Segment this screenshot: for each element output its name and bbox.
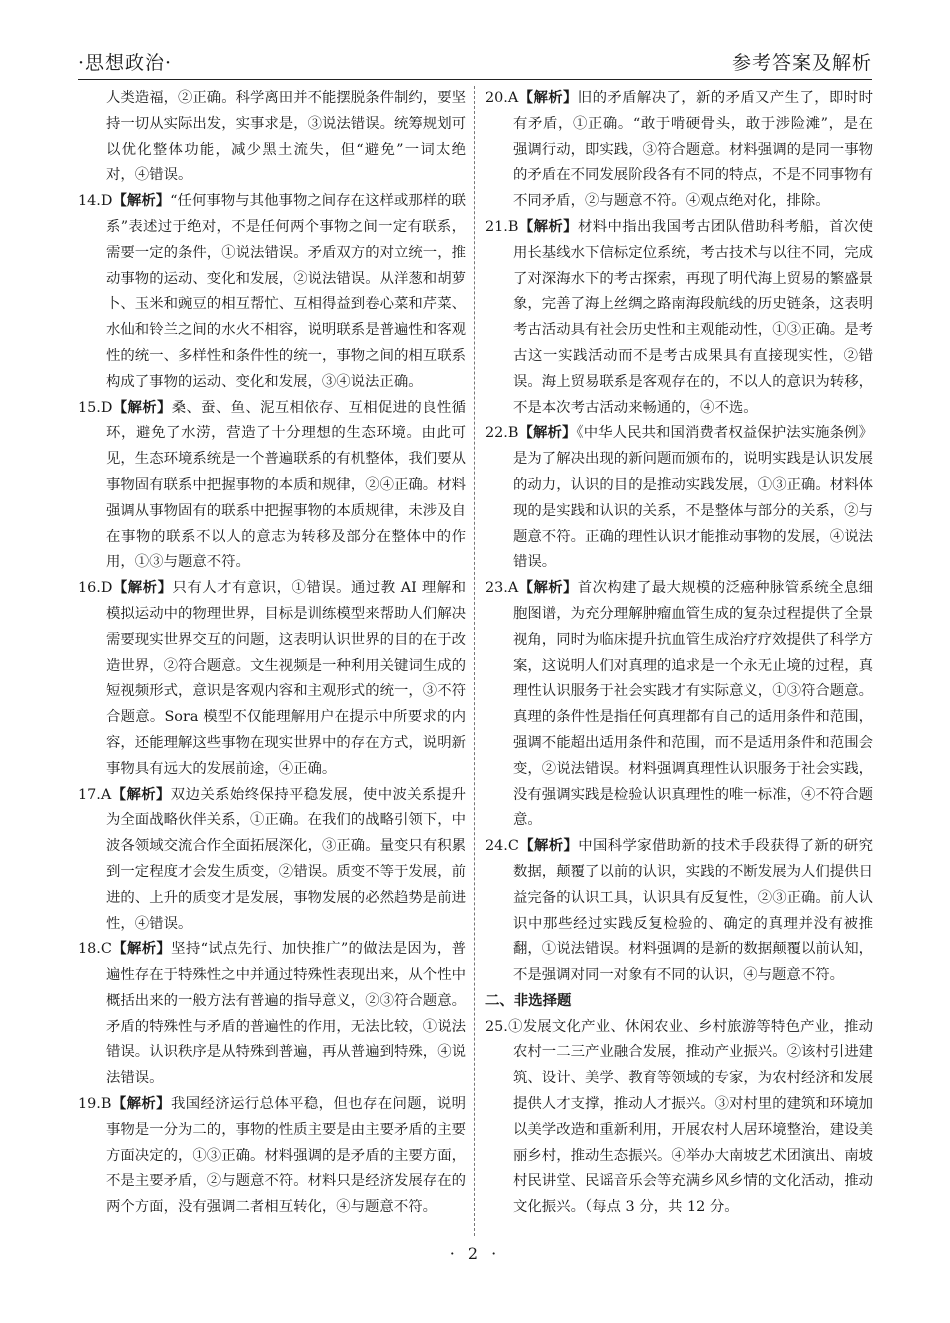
analysis-tag: 【解析】	[518, 218, 578, 235]
left-column	[78, 86, 466, 1221]
right-column	[485, 86, 873, 1221]
answer-text: 旧的矛盾解决了，新的矛盾又产生了，即时时有矛盾，①正确。“敢于啃硬骨头，敢于涉险滩”，是在强调行动，即实践，③符合题意。材料强调的是同一事物的矛盾在不同发展阶段各有不同的特点，不是不同事物有不同矛盾，②与题意不符。④观点绝对化，排除。	[513, 90, 873, 210]
answer-item	[78, 576, 466, 782]
answer-number: 16.D	[78, 580, 113, 597]
section-title: 参考答案及解析	[731, 52, 872, 74]
answer-number: 14.D	[78, 193, 113, 210]
section-heading: 二、非选择题	[485, 992, 572, 1009]
answer-text: 《中华人民共和国消费者权益保护法实施条例》是为了解决出现的新问题而颁布的，说明实践是认识发展的动力，认识的目的是推动实践发展，①③正确。材料体现的是实践和认识的关系，不是整体与部分的关系，②与题意不符。正确的理性认识才能推动事物的发展，④说法错误。	[513, 425, 873, 571]
page-header	[78, 46, 872, 80]
page-number: · 2 ·	[449, 1244, 501, 1263]
answer-item	[78, 783, 466, 938]
analysis-tag: 【解析】	[518, 90, 578, 106]
answer-text: 材料中指出我国考古团队借助科考船，首次使用长基线水下信标定位系统，考古技术与以往不同，完成了对深海水下的考古探索，再现了明代海上贸易的繁盛景象，完善了海上丝绸之路南海段航线的历史链条，这表明考古活动具有社会历史性和主观能动性，①③正确。是考古这一实践活动而不是考古成果具有直接现实性，②错误。海上贸易联系是客观存在的，不以人的意识为转移，不是本次考古活动来畅通的，④不选。	[513, 218, 873, 416]
analysis-tag: 【解析】	[518, 425, 577, 442]
answer-text: 首次构建了最大规模的泛癌种脉管系统全息细胞图谱，为充分理解肿瘤血管生成的复杂过程提供了全景视角，同时为临床提升抗血管生成治疗疗效提供了科学方案，这说明人们对真理的追求是一个永无止境的过程，真理性认识服务于社会实践才有实际意义，①③符合题意。真理的条件性是指任何真理都有自己的适用条件和范围，强调不能超出适用条件和范围，而不是适用条件和范围会变，②说法错误。材料强调真理性认识服务于社会实践，没有强调实践是检验认识真理性的唯一标准，④不符合题意。	[513, 580, 873, 829]
answer-number: 20.A	[485, 90, 519, 106]
answer-text: ①发展文化产业、休闲农业、乡村旅游等特色产业，推动农村一二三产业融合发展，推动产业振兴。②该村引进建筑、设计、美学、教育等领域的专家，为农村经济和发展提供人才支撑，推动人才振兴。③对村里的建筑和环境加以美学改造和重新利用，开展农村人居环境整治，建设美丽乡村，推动生态振兴。④举办大南坡艺术团演出、南坡村民讲堂、民谣音乐会等充满乡风乡情的文化活动，推动文化振兴。（每点 3 分，共 12 分。	[507, 1018, 873, 1216]
answer-number: 21.B	[485, 218, 519, 235]
subject-title: ·思想政治·	[78, 52, 173, 74]
answer-item	[485, 576, 873, 834]
answer-continuation	[78, 86, 466, 189]
analysis-tag: 【解析】	[111, 1096, 171, 1113]
answer-number: 17.A	[78, 786, 112, 803]
answer-text: 坚持“试点先行、加快推广”的做法是因为，普遍性存在于特殊性之中并通过特殊性表现出来，从个性中概括出来的一般方法有普遍的指导意义，②③符合题意。矛盾的特殊性与矛盾的普遍性的作用，无法比较，①说法错误。认识秩序是从特殊到普遍，再从普遍到特殊，④说法错误。	[106, 941, 466, 1087]
answer-text: 只有人才有意识，①错误。通过教 AI 理解和模拟运动中的物理世界，目标是训练模型来帮助人们解决需要现实世界交互的问题，这表明认识世界的目的在于改造世界，②符合题意。文生视频是一种利用关键词生成的短视频形式，意识是客观内容和主观形式的统一，③不符合题意。Sora 模型不仅能理解用户在提示中所要求的内容，还能理解这些事物在现实世界中的存在方式，说明新事物具有远大的发展前途，④正确。	[106, 580, 466, 777]
answer-number: 24.C	[485, 838, 519, 855]
answer-number: 23.A	[485, 580, 519, 597]
column-divider	[474, 86, 475, 1236]
answer-number: 18.C	[78, 941, 112, 958]
answer-text: “任何事物与其他事物之间存在这样或那样的联系”表述过于绝对，不是任何两个事物之间一定有联系，需要一定的条件，①说法错误。矛盾双方的对立统一，推动事物的运动、变化和发展，②说法错误。从洋葱和胡萝卜、玉米和豌豆的相互帮忙、互相得益到卷心菜和芹菜、水仙和铃兰之间的水火不相容，说明联系是普遍性和客观性的统一、多样性和条件性的统一，事物之间的相互联系构成了事物的运动、变化和发展，③④说法正确。	[106, 193, 466, 390]
analysis-tag: 【解析】	[112, 193, 171, 210]
answer-text: 我国经济运行总体平稳，但也存在问题，说明事物是一分为二的，事物的性质主要是由主要矛盾的主要方面决定的，①③正确。材料强调的是矛盾的主要方面，不是主要矛盾，②与题意不符。材料只是经济发展存在的两个方面，没有强调二者相互转化，④与题意不符。	[106, 1096, 466, 1216]
answer-item	[78, 396, 466, 577]
answer-item	[485, 834, 873, 989]
analysis-tag: 【解析】	[112, 399, 172, 416]
answer-number: 25.	[485, 1018, 508, 1035]
answer-number: 22.B	[485, 425, 519, 442]
answer-item	[485, 215, 873, 421]
analysis-tag: 【解析】	[111, 786, 171, 803]
analysis-tag: 【解析】	[112, 580, 173, 597]
answer-number: 15.D	[78, 399, 113, 416]
analysis-tag: 【解析】	[111, 941, 172, 958]
analysis-tag: 【解析】	[518, 580, 578, 597]
answer-text: 人类造福，②正确。科学离田并不能摆脱条件制约，要坚持一切从实际出发，实事求是，③说法错误。统筹规划可以优化整体功能，减少黑土流失，但“避免”一词太绝对，④错误。	[106, 90, 466, 184]
answer-text: 桑、蚕、鱼、泥互相依存、互相促进的良性循环，避免了水涝，营造了十分理想的生态环境。由此可见，生态环境系统是一个普遍联系的有机整体，我们要从事物固有联系中把握事物的本质和规律，②④正确。材料强调从事物固有的联系中把握事物的本质规律，未涉及自在事物的联系不以人的意志为转移及部分在整体中的作用，①③与题意不符。	[106, 399, 466, 571]
answer-item	[485, 421, 873, 576]
answer-text: 中国科学家借助新的技术手段获得了新的研究数据，颠覆了以前的认识，实践的不断发展为人们提供日益完备的认识工具，认识具有反复性，②③正确。前人认识中那些经过实践反复检验的、确定的真理并没有被推翻，①说法错误。材料强调的是新的数据颠覆以前认知，不是强调对同一对象有不同的认识，④与题意不符。	[513, 838, 873, 984]
answer-item	[485, 1015, 873, 1221]
answer-item	[485, 86, 873, 215]
analysis-tag: 【解析】	[518, 838, 579, 855]
answer-item	[78, 937, 466, 1092]
answer-text: 双边关系始终保持平稳发展，使中波关系提升为全面战略伙伴关系，①正确。在我们的战略引领下，中波各领域交流合作全面拓展深化，③正确。量变只有积累到一定程度才会发生质变，②错误。质变不等于发展，前进的、上升的质变才是发展，事物发展的必然趋势是前进性，④错误。	[106, 786, 466, 932]
answer-item	[78, 1092, 466, 1221]
answer-item	[78, 189, 466, 395]
answer-number: 19.B	[78, 1096, 112, 1113]
